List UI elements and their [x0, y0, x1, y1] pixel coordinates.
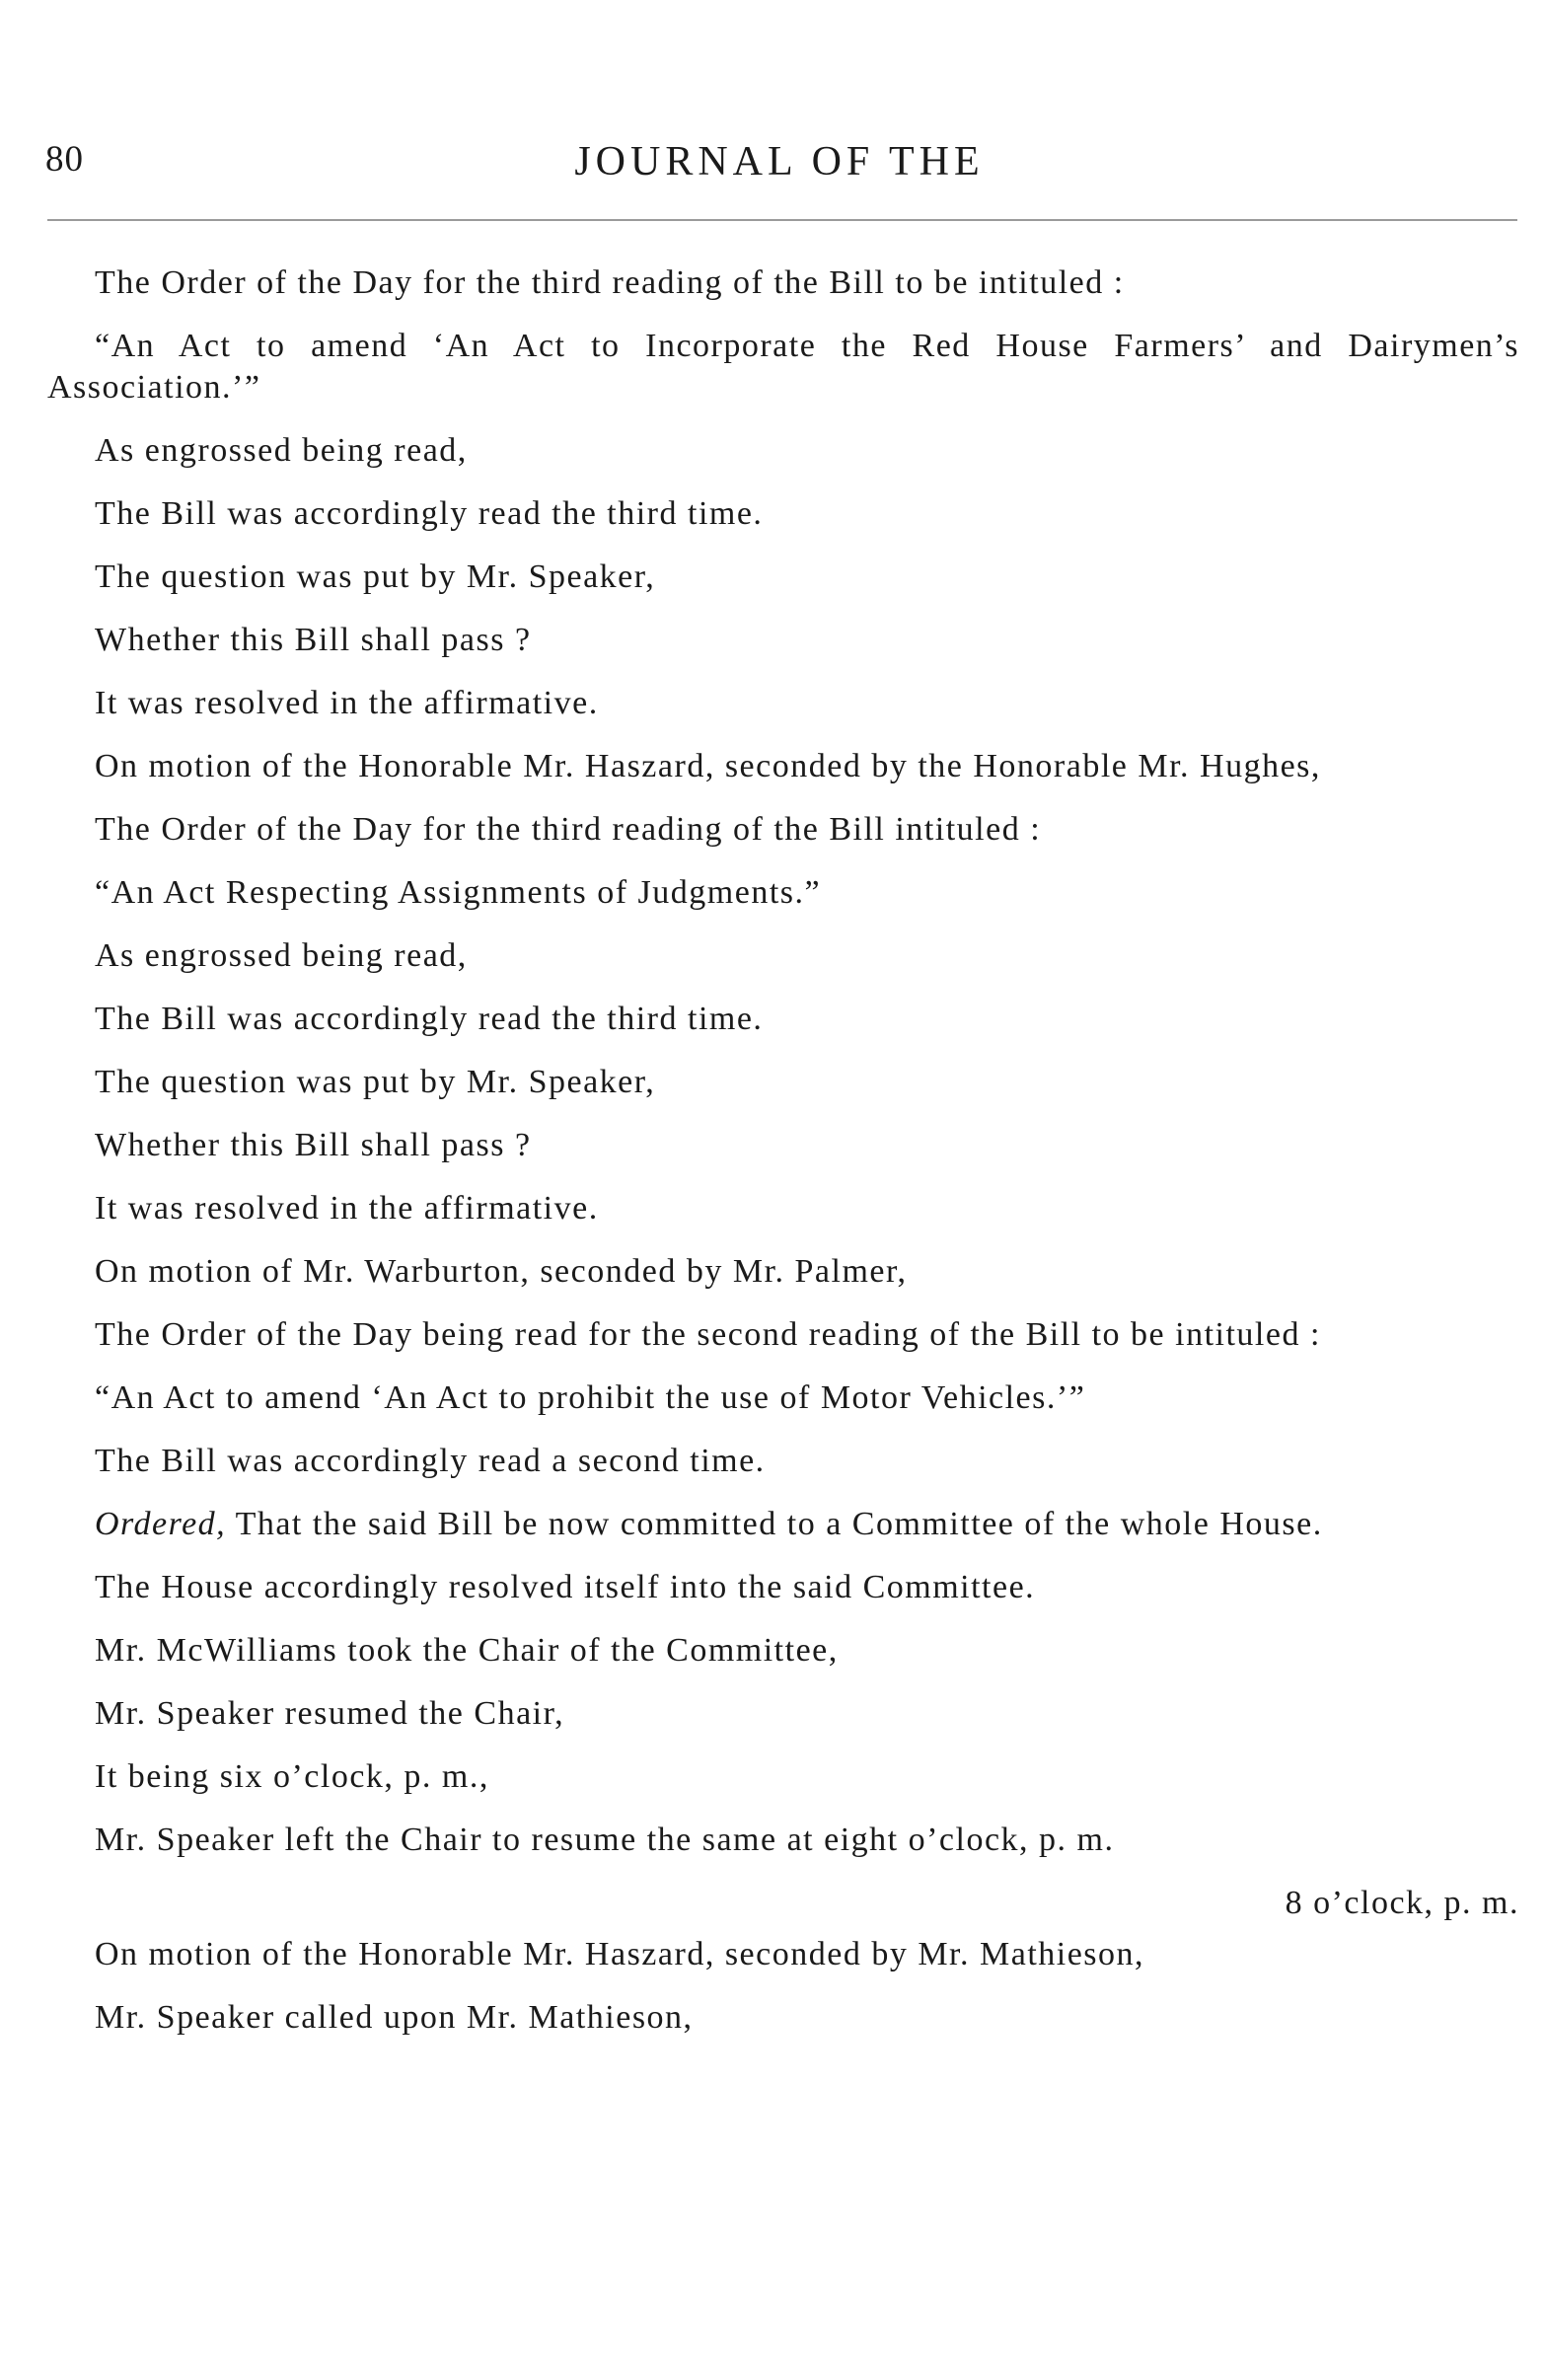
paragraph: On motion of the Honorable Mr. Haszard, seconded by the Honorable Mr. Hughes,: [95, 748, 1321, 784]
paragraph: Mr. Speaker called upon Mr. Mathieson,: [95, 1999, 694, 2036]
paragraph: Whether this Bill shall pass ?: [95, 1127, 532, 1163]
paragraph: The Bill was accordingly read the third time.: [95, 495, 764, 532]
time-note: 8 o’clock, p. m.: [1285, 1885, 1519, 1921]
paragraph: Whether this Bill shall pass ?: [95, 622, 532, 658]
page-header: [39, 138, 1519, 197]
paragraph: The question was put by Mr. Speaker,: [95, 558, 656, 595]
paragraph: “An Act to amend ‘An Act to prohibit the use of Motor Vehicles.’”: [95, 1379, 1086, 1416]
header-rule: [47, 219, 1517, 221]
running-title: JOURNAL OF THE: [574, 139, 985, 185]
paragraph: The House accordingly resolved itself into the said Committee.: [95, 1569, 1036, 1605]
paragraph: The Bill was accordingly read a second time.: [95, 1443, 766, 1479]
journal-body: [47, 262, 1519, 2060]
paragraph: The question was put by Mr. Speaker,: [95, 1064, 656, 1100]
paragraph: The Order of the Day being read for the second reading of the Bill to be intituled :: [95, 1316, 1321, 1353]
paragraph: Mr. Speaker left the Chair to resume the same at eight o’clock, p. m.: [95, 1822, 1115, 1858]
paragraph: “An Act to amend ‘An Act to Incorporate the Red House Farmers’ and Dairymen’s Association.’”: [47, 328, 1519, 406]
paragraph: “An Act Respecting Assignments of Judgments.”: [95, 874, 822, 911]
paragraph: It being six o’clock, p. m.,: [95, 1758, 489, 1795]
ordered-word: Ordered,: [95, 1506, 227, 1542]
page-number: 80: [45, 139, 84, 180]
paragraph: The Order of the Day for the third reading of the Bill intituled :: [95, 811, 1042, 848]
paragraph: On motion of the Honorable Mr. Haszard, seconded by Mr. Mathieson,: [95, 1936, 1145, 1972]
paragraph: It was resolved in the affirmative.: [95, 685, 599, 721]
paragraph: Mr. McWilliams took the Chair of the Committee,: [95, 1632, 839, 1669]
paragraph: As engrossed being read,: [95, 937, 468, 974]
ordered-paragraph: [47, 1504, 1519, 1545]
paragraph: On motion of Mr. Warburton, seconded by Mr. Palmer,: [95, 1253, 908, 1290]
paragraph: As engrossed being read,: [95, 432, 468, 469]
paragraph: It was resolved in the affirmative.: [95, 1190, 599, 1227]
paragraph: Mr. Speaker resumed the Chair,: [95, 1695, 565, 1732]
paragraph: The Order of the Day for the third reading of the Bill to be intituled :: [95, 264, 1125, 301]
paragraph: The Bill was accordingly read the third time.: [95, 1001, 764, 1037]
ordered-text: That the said Bill be now committed to a Committee of the whole House.: [226, 1506, 1323, 1542]
